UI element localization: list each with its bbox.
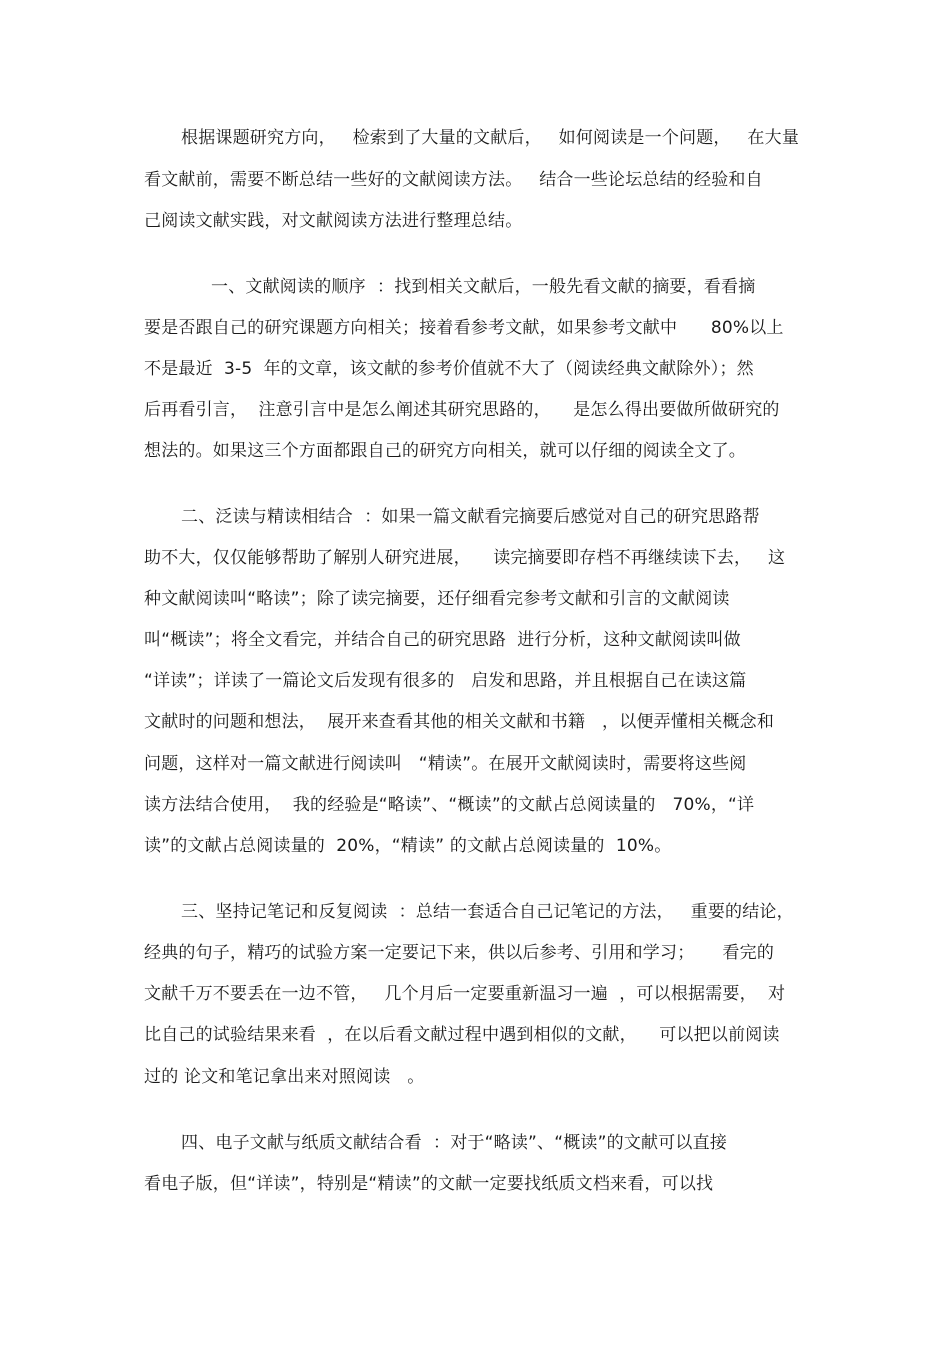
paragraph-1-line-1: 根据课题研究方向， 检索到了大量的文献后， 如何阅读是一个问题， 在大量 — [181, 128, 800, 148]
paragraph-4-line-2: 经典的句子，精巧的试验方案一定要记下来，供以后参考、引用和学习； 看完的 — [144, 943, 775, 963]
paragraph-3-line-4: 叫“概读”；将全文看完，并结合自己的研究思路 进行分析，这种文献阅读叫做 — [144, 630, 741, 650]
paragraph-2-line-1: 一、文献阅读的顺序 ：找到相关文献后，一般先看文献的摘要，看看摘 — [211, 277, 756, 297]
paragraph-4-line-4: 比自己的试验结果来看 ，在以后看文献过程中遇到相似的文献， 可以把以前阅读 — [144, 1025, 780, 1045]
paragraph-3-line-5: “详读”；详读了一篇论文后发现有很多的 启发和思路，并且根据自己在读这篇 — [144, 671, 747, 691]
paragraph-3-line-8: 读方法结合使用， 我的经验是“略读”、“概读”的文献占总阅读量的 70%，“详 — [144, 795, 755, 815]
paragraph-2-line-2: 要是否跟自己的研究课题方向相关；接着看参考文献，如果参考文献中 80%以上 — [144, 318, 784, 338]
paragraph-3-line-7: 问题，这样对一篇文献进行阅读叫 “精读”。在展开文献阅读时，需要将这些阅 — [144, 754, 747, 774]
paragraph-2-line-5: 想法的。如果这三个方面都跟自己的研究方向相关，就可以仔细的阅读全文了。 — [144, 441, 746, 461]
paragraph-3-line-2: 助不大，仅仅能够帮助了解别人研究进展， 读完摘要即存档不再继续读下去， 这 — [144, 548, 786, 568]
paragraph-3-line-1: 二、泛读与精读相结合 ：如果一篇文献看完摘要后感觉对自己的研究思路帮 — [181, 507, 760, 527]
paragraph-1-line-3: 己阅读文献实践，对文献阅读方法进行整理总结。 — [144, 211, 523, 231]
paragraph-5-line-1: 四、电子文献与纸质文献结合看 ：对于“略读”、“概读”的文献可以直接 — [181, 1133, 728, 1153]
paragraph-4-line-1: 三、坚持记笔记和反复阅读 ：总结一套适合自己记笔记的方法， 重要的结论， — [181, 902, 794, 922]
paragraph-1-line-2: 看文献前，需要不断总结一些好的文献阅读方法。 结合一些论坛总结的经验和自 — [144, 170, 763, 190]
paragraph-3-line-3: 种文献阅读叫“略读”；除了读完摘要，还仔细看完参考文献和引言的文献阅读 — [144, 589, 730, 609]
paragraph-3-line-9: 读”的文献占总阅读量的 20%，“精读” 的文献占总阅读量的 10%。 — [144, 836, 672, 856]
paragraph-2-line-4: 后再看引言， 注意引言中是怎么阐述其研究思路的， 是怎么得出要做所做研究的 — [144, 400, 780, 420]
paragraph-3-line-6: 文献时的问题和想法， 展开来查看其他的相关文献和书籍 ，以便弄懂相关概念和 — [144, 712, 775, 732]
paragraph-4-line-3: 文献千万不要丢在一边不管， 几个月后一定要重新温习一遍 ，可以根据需要， 对 — [144, 984, 786, 1004]
paragraph-4-line-5: 过的 论文和笔记拿出来对照阅读 。 — [144, 1067, 425, 1087]
paragraph-2-line-3: 不是最近 3-5 年的文章，该文献的参考价值就不大了（阅读经典文献除外）；然 — [144, 359, 754, 379]
paragraph-5-line-2: 看电子版，但“详读”，特别是“精读”的文献一定要找纸质文档来看，可以找 — [144, 1174, 714, 1194]
